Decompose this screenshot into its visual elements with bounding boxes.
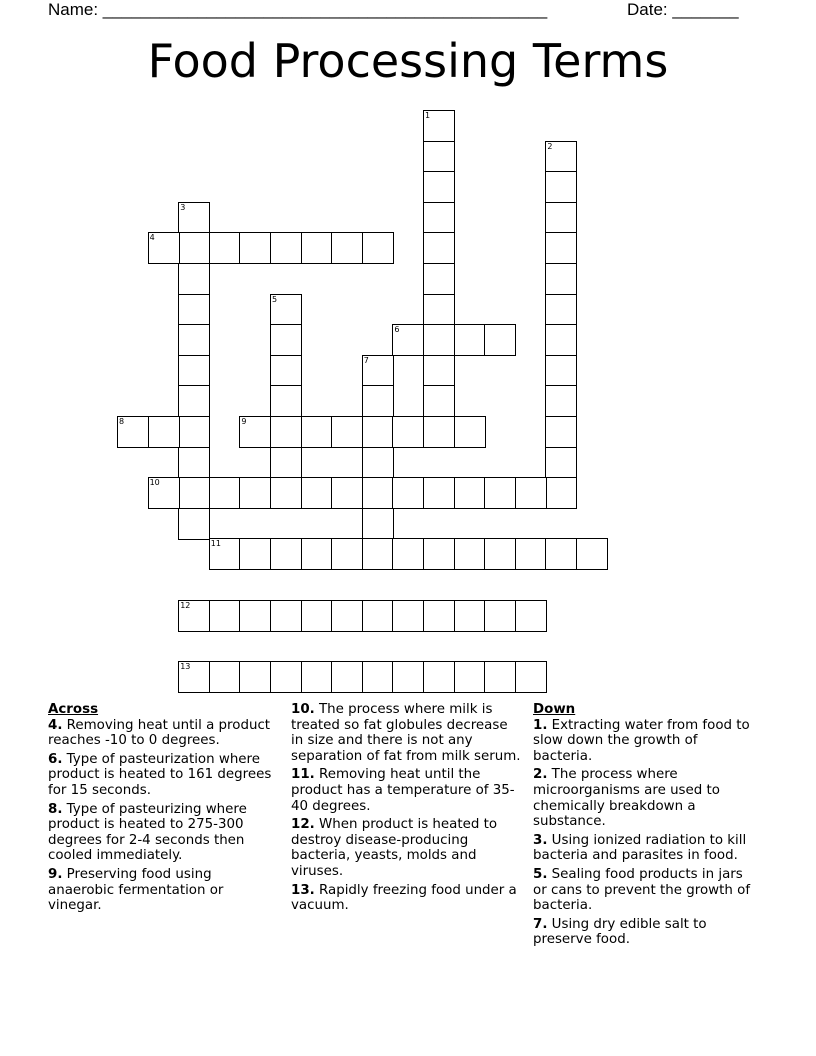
grid-cell[interactable] [178,508,210,540]
clue-num: 3. [533,832,548,848]
grid-cell[interactable] [423,171,455,203]
name-label: Name: [48,0,103,19]
grid-cell[interactable] [239,416,271,448]
clue-text: When product is heated to destroy disease-producing bacteria, yeasts, molds and viruses. [291,817,498,879]
clue-item [291,702,523,764]
grid-cell[interactable] [331,600,363,632]
date-label: Date: [627,0,673,19]
clue-item [48,718,280,749]
grid-cell[interactable] [178,263,210,295]
clue-text: Preserving food using anaerobic fermentation or vinegar. [48,866,224,914]
grid-cell[interactable] [270,538,302,570]
grid-cell[interactable] [301,477,333,509]
clue-num: 5. [533,866,548,882]
clue-item [291,767,523,814]
across-clues [48,702,280,917]
clue-item [533,767,758,829]
grid-cell[interactable] [362,538,394,570]
grid-cell[interactable] [454,324,486,356]
clue-number: 7 [363,355,369,365]
grid-cell[interactable] [454,661,486,693]
grid-cell[interactable] [209,600,241,632]
grid-cell[interactable] [270,416,302,448]
across-clues-continued [291,702,523,917]
clue-number: 10 [149,478,160,488]
grid-cell[interactable] [209,661,241,693]
clue-item [291,817,523,879]
clue-number: 12 [180,600,191,610]
grid-cell[interactable] [576,538,608,570]
grid-cell[interactable] [454,477,486,509]
clue-num: 10. [291,702,315,717]
grid-cell[interactable] [331,661,363,693]
grid-cell[interactable] [423,416,455,448]
grid-cell[interactable] [423,294,455,326]
grid-cell[interactable] [117,416,149,448]
name-blank[interactable]: _______________________________________________ [102,0,548,19]
grid-cell[interactable] [454,416,486,448]
grid-cell[interactable] [515,477,547,509]
grid-cell[interactable] [239,538,271,570]
grid-cell[interactable] [392,538,424,570]
grid-cell[interactable] [423,477,455,509]
grid-cell[interactable] [270,232,302,264]
clue-text: Type of pasteurization where product is heated to 161 degrees for 15 seconds. [48,751,272,798]
grid-cell[interactable] [178,385,210,417]
grid-cell[interactable] [423,324,455,356]
grid-cell[interactable] [362,232,394,264]
clue-number: 9 [241,417,247,426]
grid-cell[interactable] [331,232,363,264]
grid-cell[interactable] [178,232,210,264]
grid-cell[interactable] [423,538,455,570]
down-heading: Down [533,702,576,717]
grid-cell[interactable] [545,385,577,417]
clue-number: 13 [180,661,191,671]
grid-cell[interactable] [392,661,424,693]
grid-cell[interactable] [362,355,394,387]
name-field[interactable] [48,0,547,20]
grid-cell[interactable] [178,600,210,632]
grid-cell[interactable] [545,294,577,326]
grid-cell[interactable] [148,232,180,264]
grid-cell[interactable] [331,477,363,509]
grid-cell[interactable] [392,416,424,448]
grid-cell[interactable] [362,416,394,448]
grid-cell[interactable] [423,110,455,142]
grid-cell[interactable] [178,202,210,234]
clue-num: 2. [533,767,548,783]
grid-cell[interactable] [545,171,577,203]
clue-number: 4 [149,233,155,243]
grid-cell[interactable] [454,600,486,632]
date-blank[interactable]: _______ [672,0,739,19]
clue-number: 6 [394,325,400,335]
page-title: Food Processing Terms [147,34,669,88]
grid-cell[interactable] [239,477,271,509]
clue-item [48,752,280,799]
grid-cell[interactable] [484,324,516,356]
clue-number: 5 [272,294,278,304]
clue-item [533,917,758,948]
clue-text: The process where milk is treated so fat globules decrease in size and there is not any separation of fat from milk serum. [291,702,521,764]
clue-text: Removing heat until a product reaches -10 to 0 degrees. [48,717,271,749]
grid-cell[interactable] [423,141,455,173]
grid-cell[interactable] [423,600,455,632]
grid-cell[interactable] [392,600,424,632]
clue-item [533,833,758,864]
clue-text: Extracting water from food to slow down the growth of bacteria. [533,717,750,764]
grid-cell[interactable] [484,477,516,509]
grid-cell[interactable] [178,294,210,326]
grid-cell[interactable] [515,600,547,632]
grid-cell[interactable] [392,324,424,356]
grid-cell[interactable] [270,324,302,356]
grid-cell[interactable] [545,355,577,387]
grid-cell[interactable] [270,294,302,326]
grid-cell[interactable] [178,477,210,509]
clue-num: 7. [533,916,548,932]
clue-num: 1. [533,717,548,733]
grid-cell[interactable] [423,263,455,295]
grid-cell[interactable] [178,661,210,693]
grid-cell[interactable] [545,141,577,173]
clue-text: Type of pasteurizing where product is heated to 275-300 degrees for 2-4 seconds then cooled immediately. [48,801,247,864]
grid-cell[interactable] [362,600,394,632]
grid-cell[interactable] [545,447,577,479]
grid-cell[interactable] [423,202,455,234]
down-clues [533,702,758,951]
clue-text: Using dry edible salt to preserve food. [533,916,707,948]
grid-cell[interactable] [484,538,516,570]
grid-cell[interactable] [423,232,455,264]
grid-cell[interactable] [545,416,577,448]
grid-cell[interactable] [362,385,394,417]
grid-cell[interactable] [515,661,547,693]
clue-text: Sealing food products in jars or cans to prevent the growth of bacteria. [533,866,751,914]
grid-cell[interactable] [331,416,363,448]
grid-cell[interactable] [301,538,333,570]
grid-cell[interactable] [423,385,455,417]
clue-item [533,718,758,765]
grid-cell[interactable] [362,661,394,693]
grid-cell[interactable] [178,324,210,356]
grid-cell[interactable] [454,538,486,570]
clue-item [48,802,280,864]
grid-cell[interactable] [270,661,302,693]
grid-cell[interactable] [209,477,241,509]
grid-cell[interactable] [484,661,516,693]
grid-cell[interactable] [545,538,577,570]
clue-item [533,867,758,914]
grid-cell[interactable] [423,661,455,693]
clue-number: 1 [425,111,431,120]
grid-cell[interactable] [209,538,241,570]
grid-cell[interactable] [515,538,547,570]
grid-cell[interactable] [301,232,333,264]
clue-number: 3 [180,202,186,212]
grid-cell[interactable] [545,324,577,356]
clue-num: 13. [291,882,315,898]
date-field[interactable] [627,0,739,20]
clue-num: 8. [48,801,63,817]
grid-cell[interactable] [484,600,516,632]
clue-num: 4. [48,717,63,733]
grid-cell[interactable] [545,477,577,509]
clue-num: 12. [291,817,315,833]
grid-cell[interactable] [148,477,180,509]
grid-cell[interactable] [239,661,271,693]
grid-cell[interactable] [545,232,577,264]
grid-cell[interactable] [423,355,455,387]
grid-cell[interactable] [270,600,302,632]
clue-text: Removing heat until the product has a temperature of 35-40 degrees. [291,767,515,814]
clue-item [48,867,280,914]
grid-cell[interactable] [148,416,180,448]
clue-text: Rapidly freezing food under a vacuum. [291,882,517,914]
grid-cell[interactable] [270,447,302,479]
grid-cell[interactable] [178,416,210,448]
clue-item [291,883,523,914]
clue-num: 6. [48,751,63,767]
grid-cell[interactable] [178,447,210,479]
grid-cell[interactable] [331,538,363,570]
grid-cell[interactable] [270,385,302,417]
grid-cell[interactable] [270,355,302,387]
grid-cell[interactable] [392,477,424,509]
clue-num: 11. [291,767,315,783]
clue-number: 8 [119,417,125,426]
grid-cell[interactable] [301,416,333,448]
grid-cell[interactable] [362,508,394,540]
clue-num: 9. [48,866,63,882]
grid-cell[interactable] [545,263,577,295]
grid-cell[interactable] [239,600,271,632]
grid-cell[interactable] [362,447,394,479]
clue-text: Using ionized radiation to kill bacteria and parasites in food. [533,832,747,864]
grid-cell[interactable] [301,600,333,632]
grid-cell[interactable] [178,355,210,387]
grid-cell[interactable] [239,232,271,264]
clue-number: 11 [210,539,221,549]
across-heading: Across [48,702,99,717]
grid-cell[interactable] [209,232,241,264]
clue-number: 2 [547,141,553,151]
grid-cell[interactable] [301,661,333,693]
grid-cell[interactable] [270,477,302,509]
clue-text: The process where microorganisms are used to chemically breakdown a substance. [533,767,720,830]
grid-cell[interactable] [545,202,577,234]
grid-cell[interactable] [362,477,394,509]
